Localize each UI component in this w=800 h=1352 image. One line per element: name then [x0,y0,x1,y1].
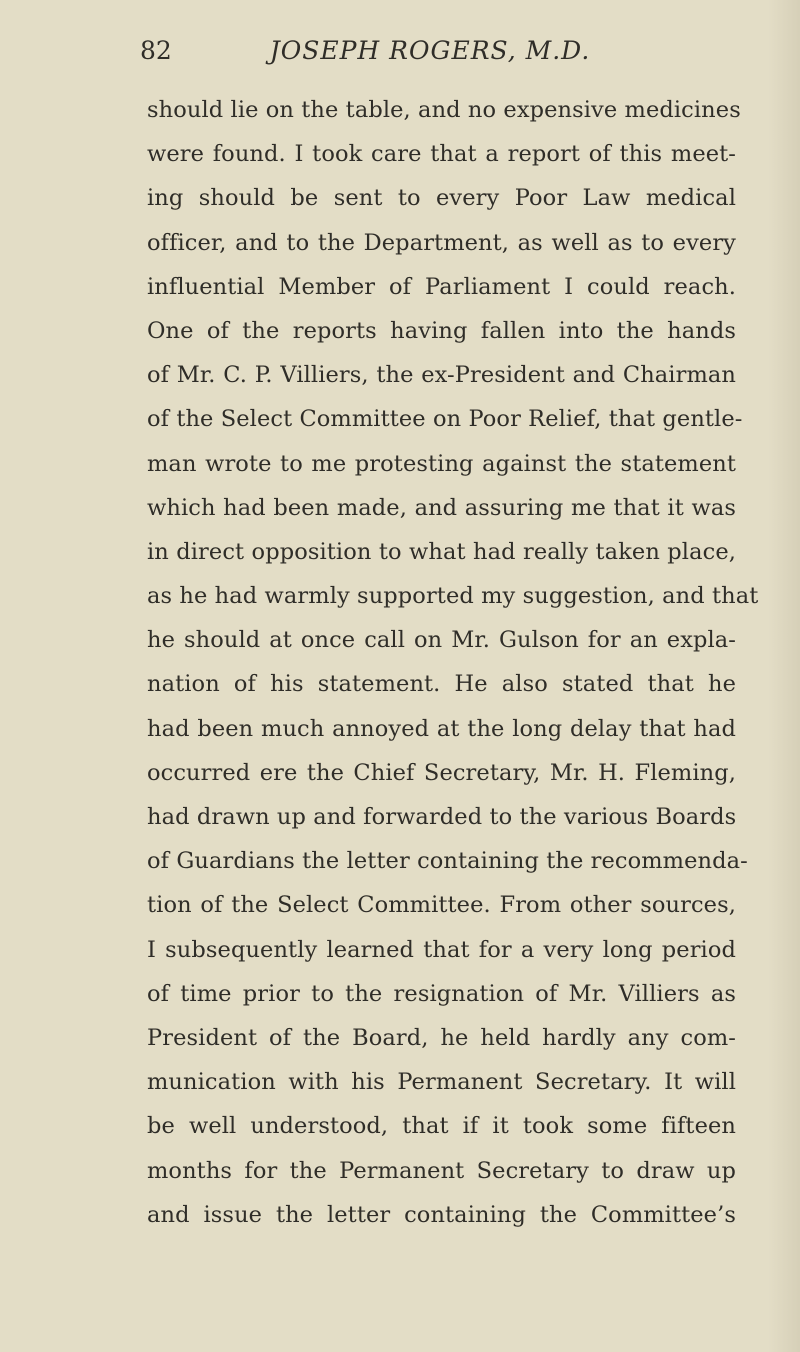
text-line: of Mr. C. P. Villiers, the ex-President and Chairman [147,362,736,389]
body-text [147,88,759,1237]
text-line: man wrote to me protesting against the statement [147,450,736,477]
text-line: had been much annoyed at the long delay that had [147,715,736,742]
page-number: 82 [140,36,172,65]
running-title-text: JOSEPH ROGERS, M.D. [269,36,591,65]
text-line: President of the Board, he held hardly any com- [147,1024,736,1051]
text-line: as he had warmly supported my suggestion, and that [147,583,759,610]
text-line: of Guardians the letter containing the recommenda- [147,848,748,875]
text-line: ing should be sent to every Poor Law medical [147,185,736,212]
text-line: should lie on the table, and no expensive medicines [147,97,741,123]
text-line: tion of the Select Committee. From other sources, [147,892,736,919]
text-line: One of the reports having fallen into the hands [147,317,736,344]
text-line: munication with his Permanent Secretary. It will [147,1069,736,1096]
text-line: I subsequently learned that for a very long period [147,936,736,963]
text-line: of time prior to the resignation of Mr. Villiers as [147,980,736,1007]
running-title [140,36,800,65]
text-line: influential Member of Parliament I could reach. [147,273,736,300]
text-line: had drawn up and forwarded to the various Boards [147,804,737,830]
text-line: which had been made, and assuring me that it was [147,494,736,521]
text-line: of the Select Committee on Poor Relief, that gentle- [147,406,743,433]
text-line: were found. I took care that a report of this meet- [147,141,736,168]
text-line: officer, and to the Department, as well as to every [147,229,736,256]
text-line: be well understood, that if it took some fifteen [147,1113,736,1140]
text-line: he should at once call on Mr. Gulson for an expla- [147,627,736,654]
text-line: nation of his statement. He also stated that he [147,671,736,698]
text-line: months for the Permanent Secretary to draw up [147,1157,736,1184]
text-line: and issue the letter containing the Committee’s [147,1201,736,1228]
text-line: occurred ere the Chief Secretary, Mr. H. Fleming, [147,759,736,786]
page-header [140,36,800,76]
text-line: in direct opposition to what had really taken place, [147,538,736,565]
